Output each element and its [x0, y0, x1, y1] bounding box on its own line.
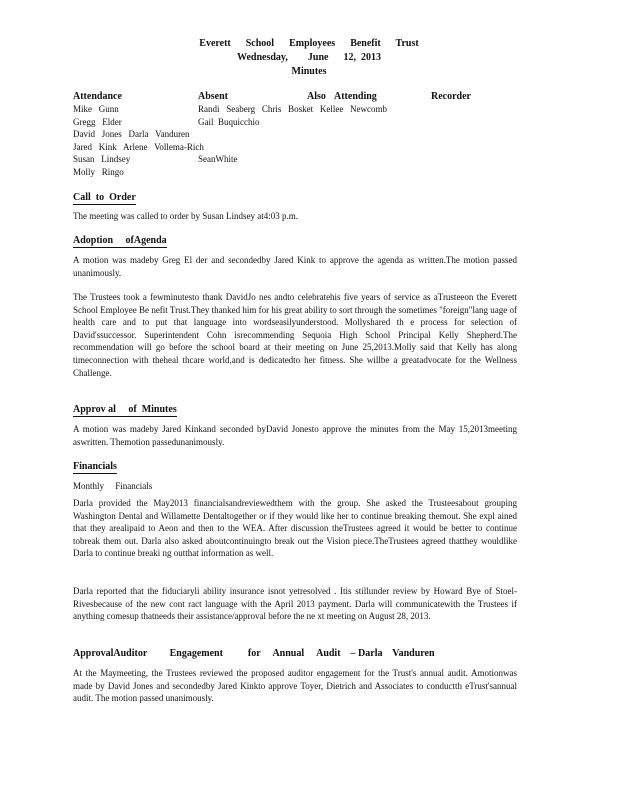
- attendee-name: Susan Lindsey: [73, 154, 131, 165]
- adoption-paragraph: The Trustees took a fewminutesto thank DavidJo nes andto celebratehis five years of service as aTrusteeon the Everett School Employee Be nefit Trust.They thanked him for his great ability to sort through the sometimes "foreign"lang uage of health care and to put that language into wordseasilyunderstood. Mollyshared th e process for selection of David'ssuccessor. Superintendent Cohn isrecommending Sequoia High School Principal Kelly Shepherd.The recommendation will go before the school board at their meeting on June 25,2013.Molly said that Kelly has along timeconnection with theheal thcare world,and is dedicatedto her fitness. She willbe a greatadvocate for the Wellness Challenge.: [73, 292, 517, 378]
- attendee-name: Jared Kink Arlene Vollema-Rich: [73, 141, 204, 152]
- absent-header: Absent: [198, 91, 229, 102]
- section-title-auditor: ApprovalAuditor Engagement for Annual Audit – Darla Vanduren: [73, 648, 435, 659]
- also-header: Also: [307, 91, 326, 102]
- attendee-name: Molly Ringo: [73, 167, 124, 177]
- attendee-name: Gregg Elder: [73, 116, 122, 127]
- attendance-header: Attendance: [73, 91, 122, 102]
- financials-paragraph: Darla provided the May2013 financialsandreviewedthem with the group. She asked the Trusteesabout grouping Washington Dental and Willamette Dentaltogether or if they would like her to continue breaking themout. She expl ained that they arealipaid to Aeon and then to the WEA. After discussion theTrustees agreed it would be better to continue tobreak them out. Darla also asked aboutcontinuingto break out the Vision piece.TheTrustees agreed thatthey wouldlike Darla to continue breaki ng outthat information as well.: [73, 498, 517, 559]
- financials-subhead: Monthly Financials: [73, 481, 153, 491]
- absent-name: Gail Buquicchio: [198, 116, 260, 127]
- approval-minutes-text: A motion was madeby Jared Kinkand seconded byDavid Jonesto approve the minutes from the May 15,2013meeting aswritten. Themotion passedunanimously.: [73, 424, 517, 447]
- financials-paragraph: Darla reported that the fiduciaryli ability insurance isnot yetresolved . Itis stillunder review by Howard Bye of Stoel-Rivesbecause of the new cont ract language with the April 2013 payment. Darla will communicatewith the Trustees if anything comesup thatneeds their assistance/approval before the ne xt meeting on August 28, 2013.: [73, 586, 517, 622]
- absent-name: SeanWhite: [198, 154, 238, 165]
- doc-title: Everett School Employees Benefit Trust: [199, 38, 419, 49]
- doc-subtitle: Minutes: [291, 66, 327, 77]
- call-to-order-text: The meeting was called to order by Susan Lindsey at4:03 p.m.: [73, 211, 298, 221]
- recorder-header: Recorder: [431, 91, 471, 102]
- attendee-name: Mike Gunn: [73, 104, 119, 114]
- attendee-name: David Jones Darla Vanduren: [73, 129, 190, 140]
- section-title-call-to-order: Call to Order: [73, 192, 136, 203]
- section-title-financials: Financials: [73, 461, 117, 472]
- section-title-adoption: Adoption ofAgenda: [73, 235, 167, 246]
- doc-date: Wednesday, June 12, 2013: [237, 52, 381, 63]
- adoption-paragraph: A motion was madeby Greg El der and secondedby Jared Kink to approve the agenda as written.The motion passed unanimously.: [73, 255, 517, 278]
- auditor-text: At the Maymeeting, the Trustees reviewed the proposed auditor engagement for the Trust's annual audit. Amotionwas made by David Jones and secondedby Jared Kinkto approve Toyer, Dietrich and Associates to conductth eTrust'sannual audit. The motion passed unanimously.: [73, 668, 517, 704]
- attending-header: Attending: [334, 91, 377, 102]
- section-title-approval-minutes: Approv al of Minutes: [73, 404, 177, 415]
- absent-name: Randi Seaberg Chris Bosket Kellee Newcomb: [198, 104, 388, 114]
